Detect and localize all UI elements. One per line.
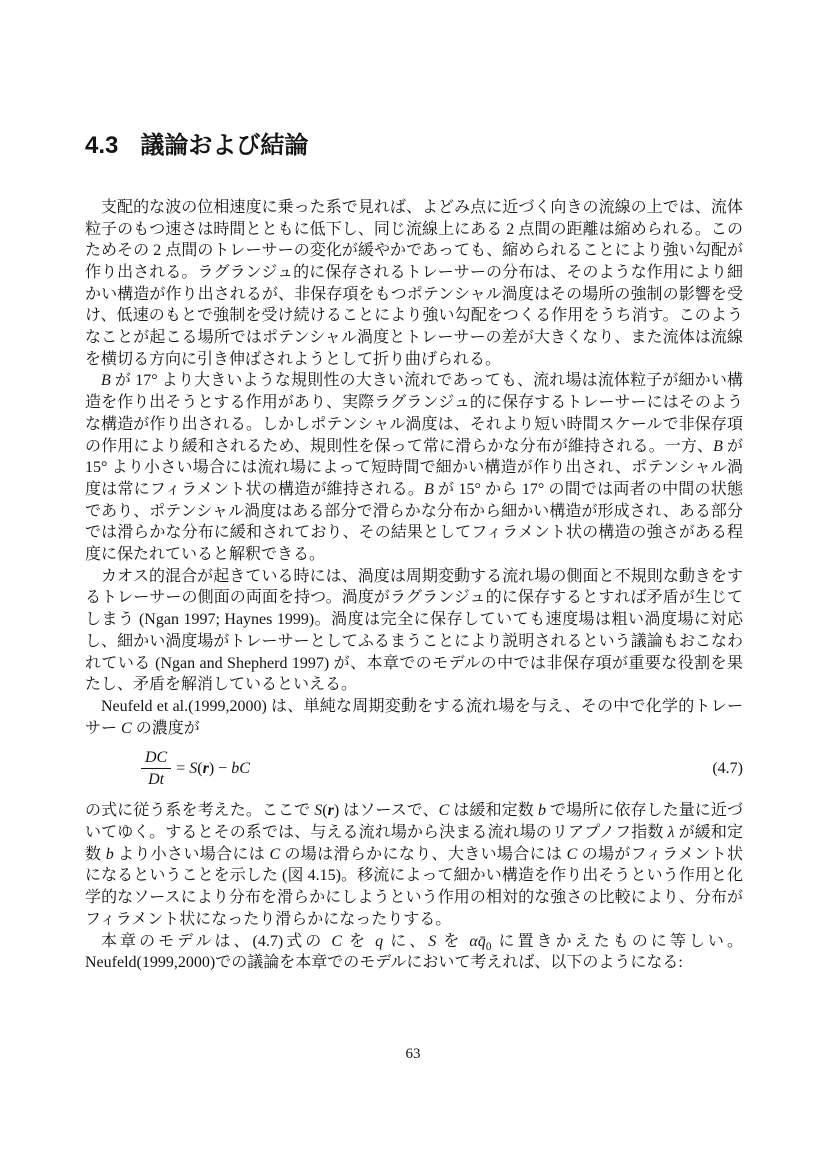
paragraph: カオス的混合が起きている時には、渦度は周期変動する流れ場の側面と不規則な動きをするトレーサーの側面の両面を持つ。渦度がラグランジュ的に保存するとすれば矛盾が生じてしまう (Ngan 1997; Haynes 1999)。渦度は完全に保存していても速度場は粗い渦度場に対応し、細かい渦度場がトレーサーとしてふるまうことにより説明されるという議論もおこなわれている (Ngan and Shepherd 1997) が、本章でのモデルの中では非保存項が重要な役割を果たし、矛盾を解消しているといえる。: [85, 567, 743, 694]
equation-rhs: = S(r) − bC: [176, 760, 250, 778]
paragraph: の式に従う系を考えた。ここで S(r) はソースで、C は緩和定数 b で場所に依存した量に近づいてゆく。するとその系では、与える流れ場から決まる流れ場のリアプノフ指数 λ が緩和定数 b より小さい場合には C の場は滑らかになり、大きい場合には C の場がフィラメント状になるということを示した (図 4.15)。移流によって細かい構造を作り出そうという作用と化学的なソースにより分布を滑らかにしようという作用の相対的な強さの比較により、分布がフィラメント状になったり滑らかになったりする。: [85, 802, 743, 928]
equation-number: (4.7): [712, 760, 743, 778]
section-heading: [85, 132, 743, 161]
section-title: 議論および結論: [140, 132, 309, 159]
paragraph: B が 17° より大きいような規則性の大きい流れであっても、流れ場は流体粒子が細かい構造を作り出そうとする作用があり、実際ラグランジュ的に保存するトレーサーにはそのような構造が作り出される。しかしポテンシャル渦度は、それより短い時間スケールで非保存項の作用により緩和されるため、規則性を保って常に滑らかな分布が維持される。一方、B が 15° より小さい場合には流れ場によって短時間で細かい構造が作り出され、ポテンシャル渦度は常にフィラメント状の構造が維持される。B が 15° から 17° の間では両者の中間の状態であり、ポテンシャル渦度はある部分で滑らかな分布から細かい構造が形成され、ある部分では滑らかな分布に緩和されており、その結果としてフィラメント状の構造の強さがある程度に保たれていると解釈できる。: [85, 372, 743, 564]
body-text: [85, 197, 743, 974]
paragraph: 本章のモデルは、(4.7)式の C を q に、S を $\alpha q̄_0$ に置きかえたものに等しい。Neufeld(1999,2000)での議論を本章でのモデルにおいて考えれば、以下のようになる:: [85, 932, 743, 972]
page-number: 63: [405, 1046, 421, 1062]
equation-fraction: $\frac{DC}{Dt}$: [141, 748, 171, 789]
section-number: 4.3: [85, 132, 119, 159]
paragraph: 支配的な波の位相速度に乗った系で見れば、よどみ点に近づく向きの流線の上では、流体粒子のもつ速さは時間とともに低下し、同じ流線上にある 2 点間の距離は縮められる。このためその 2 点間のトレーサーの変化が緩やかであっても、縮められることにより強い勾配が作り出される。ラグランジュ的に保存されるトレーサーの分布は、そのような作用により細かい構造が作り出されるが、非保存項をもつポテンシャル渦度はその場所の強制の影響を受け、低速のもとで強制を受け続けることにより強い勾配をつくる作用をうち消す。このようなことが起こる場所ではポテンシャル渦度とトレーサーの差が大きくなり、また流体は流線を横切る方向に引き伸ばされようとして折り曲げられる。: [85, 198, 743, 368]
page-content: [85, 132, 743, 974]
paragraph: Neufeld et al.(1999,2000) は、単純な周期変動をする流れ場を与え、その中で化学的トレーサー C の濃度が: [85, 697, 743, 737]
equation: [85, 748, 743, 789]
